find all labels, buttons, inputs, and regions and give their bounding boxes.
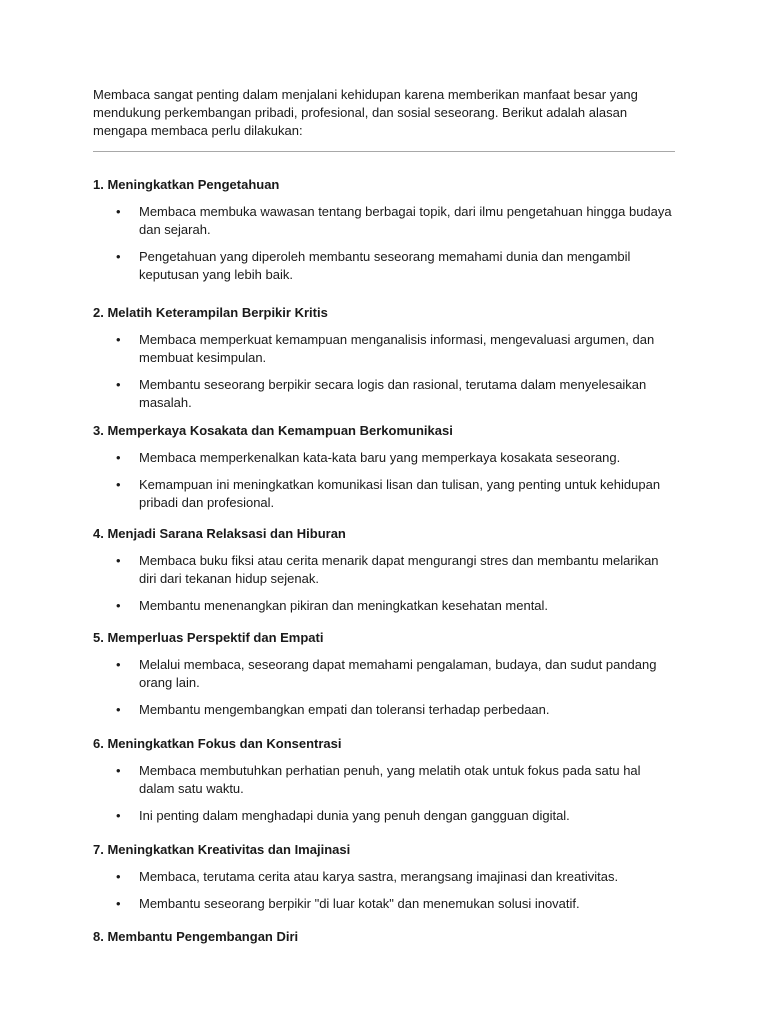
list-item [116, 868, 675, 886]
list-item [116, 376, 675, 412]
section-heading-2: 2. Melatih Keterampilan Berpikir Kritis [93, 305, 328, 320]
list-item [116, 807, 675, 825]
bullet-icon: • [116, 450, 121, 465]
bullet-list-5 [93, 656, 675, 719]
bullet-list-4 [93, 552, 675, 615]
bullet-list-1 [93, 203, 675, 284]
bullet-icon: • [116, 657, 121, 672]
bullet-list-3 [93, 449, 675, 512]
bullet-list-6 [93, 762, 675, 825]
bullet-icon: • [116, 702, 121, 717]
list-item [116, 449, 675, 467]
list-item [116, 476, 675, 512]
section-heading-1: 1. Meningkatkan Pengetahuan [93, 177, 280, 192]
section-heading-4: 4. Menjadi Sarana Relaksasi dan Hiburan [93, 526, 346, 541]
section-heading-7: 7. Meningkatkan Kreativitas dan Imajinasi [93, 842, 351, 857]
bullet-icon: • [116, 598, 121, 613]
bullet-icon: • [116, 377, 121, 392]
list-item-text: Melalui membaca, seseorang dapat memahami pengalaman, budaya, dan sudut pandang orang lain. [139, 657, 657, 690]
list-item-text: Membantu menenangkan pikiran dan meningkatkan kesehatan mental. [139, 598, 549, 613]
list-item-text: Membaca membuka wawasan tentang berbagai topik, dari ilmu pengetahuan hingga budaya dan sejarah. [139, 204, 672, 237]
bullet-list-2 [93, 331, 675, 412]
list-item-text: Membaca memperkenalkan kata-kata baru yang memperkaya kosakata seseorang. [139, 450, 621, 465]
section-heading-6: 6. Meningkatkan Fokus dan Konsentrasi [93, 736, 342, 751]
list-item-text: Membaca membutuhkan perhatian penuh, yang melatih otak untuk fokus pada satu hal dalam satu waktu. [139, 763, 641, 796]
list-item [116, 895, 675, 913]
list-item-text: Membantu seseorang berpikir "di luar kotak" dan menemukan solusi inovatif. [139, 896, 580, 911]
bullet-icon: • [116, 896, 121, 911]
sections-container [93, 176, 675, 946]
intro-paragraph: Membaca sangat penting dalam menjalani kehidupan karena memberikan manfaat besar yang mendukung perkembangan pribadi, profesional, dan sosial seseorang. Berikut adalah alasan mengapa membaca perlu dilakukan: [93, 87, 638, 138]
list-item-text: Membaca memperkuat kemampuan menganalisis informasi, mengevaluasi argumen, dan membuat kesimpulan. [139, 332, 655, 365]
bullet-icon: • [116, 249, 121, 264]
bullet-icon: • [116, 869, 121, 884]
list-item [116, 762, 675, 798]
bullet-icon: • [116, 763, 121, 778]
list-item [116, 701, 675, 719]
list-item [116, 597, 675, 615]
section-heading-8: 8. Membantu Pengembangan Diri [93, 929, 299, 944]
list-item-text: Ini penting dalam menghadapi dunia yang penuh dengan gangguan digital. [139, 808, 570, 823]
list-item [116, 656, 675, 692]
list-item-text: Membantu mengembangkan empati dan toleransi terhadap perbedaan. [139, 702, 550, 717]
list-item-text: Pengetahuan yang diperoleh membantu seseorang memahami dunia dan mengambil keputusan yang lebih baik. [139, 249, 631, 282]
bullet-icon: • [116, 204, 121, 219]
bullet-icon: • [116, 477, 121, 492]
bullet-list-7 [93, 868, 675, 913]
section-heading-5: 5. Memperluas Perspektif dan Empati [93, 630, 324, 645]
list-item-text: Membaca, terutama cerita atau karya sastra, merangsang imajinasi dan kreativitas. [139, 869, 619, 884]
list-item [116, 331, 675, 367]
list-item-text: Membaca buku fiksi atau cerita menarik dapat mengurangi stres dan membantu melarikan diri dari tekanan hidup sejenak. [139, 553, 659, 586]
list-item [116, 203, 675, 239]
bullet-icon: • [116, 332, 121, 347]
bullet-icon: • [116, 808, 121, 823]
list-item-text: Membantu seseorang berpikir secara logis dan rasional, terutama dalam menyelesaikan masalah. [139, 377, 647, 410]
list-item-text: Kemampuan ini meningkatkan komunikasi lisan dan tulisan, yang penting untuk kehidupan pribadi dan profesional. [139, 477, 661, 510]
list-item [116, 552, 675, 588]
horizontal-divider [93, 151, 675, 152]
section-heading-3: 3. Memperkaya Kosakata dan Kemampuan Berkomunikasi [93, 423, 453, 438]
list-item [116, 248, 675, 284]
bullet-icon: • [116, 553, 121, 568]
